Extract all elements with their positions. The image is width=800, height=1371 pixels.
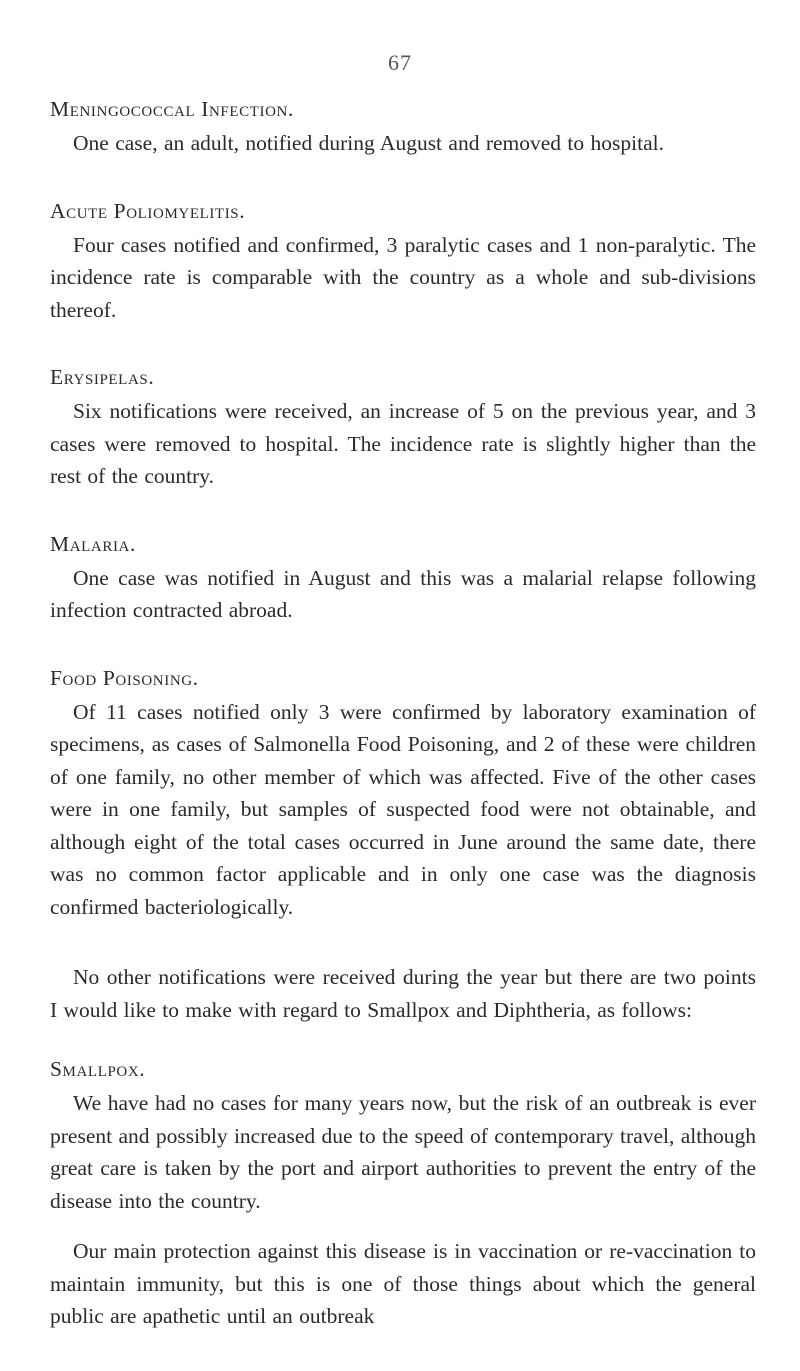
section-heading: Erysipelas. [50,365,155,389]
section-erysipelas [50,364,756,493]
section-paragraph: One case, an adult, notified during August and removed to hospital. [73,131,664,155]
section-malaria [50,531,756,627]
section-paragraph: Our main protection against this disease is in vaccination or re-vaccination to maintain immunity, but this is one of those things about which the general public are apathetic until an outbreak [50,1239,756,1328]
section-heading: Malaria. [50,531,136,556]
document-body [50,96,756,1371]
section-paragraph: No other notifications were received during the year but there are two points I would like to make with regard to Smallpox and Diphtheria, as follows: [50,965,756,1022]
page-number: 67 [388,50,412,75]
section-paragraph: Four cases notified and confirmed, 3 paralytic cases and 1 non-paralytic. The incidence rate is comparable with the country as a whole and sub-divisions thereof. [50,232,756,322]
section-food-poisoning [50,665,756,924]
section-meningococcal-infection [50,96,756,160]
section-paragraph: Six notifications were received, an increase of 5 on the previous year, and 3 cases were removed to hospital. The incidence rate is slightly higher than the rest of the country. [50,399,756,488]
section-heading: Meningococcal Infection. [50,97,294,121]
section-other-notifications [50,961,756,1026]
section-heading: Smallpox. [50,1057,146,1081]
section-heading: Food Poisoning. [50,665,199,690]
section-acute-poliomyelitis [50,198,756,327]
section-paragraph: We have had no cases for many years now, but the risk of an outbreak is ever present and possibly increased due to the speed of contemporary travel, although great care is taken by the port and airport authorities to prevent the entry of the disease into the country. [50,1091,756,1213]
section-paragraph: One case was notified in August and this was a malarial relapse following infection contracted abroad. [50,565,756,622]
section-heading: Acute Poliomyelitis. [50,198,246,223]
section-paragraph: Of 11 cases notified only 3 were confirmed by laboratory examination of specimens, as cases of Salmonella Food Poisoning, and 2 of these were children of one family, no other member of which was affected. Five of the other cases were in one family, but samples of suspected food were not obtainable, and although eight of the total cases occurred in June around the same date, there was no common factor applicable and in only one case was the diagnosis confirmed bacteriologically. [50,699,756,919]
section-smallpox [50,1056,756,1333]
